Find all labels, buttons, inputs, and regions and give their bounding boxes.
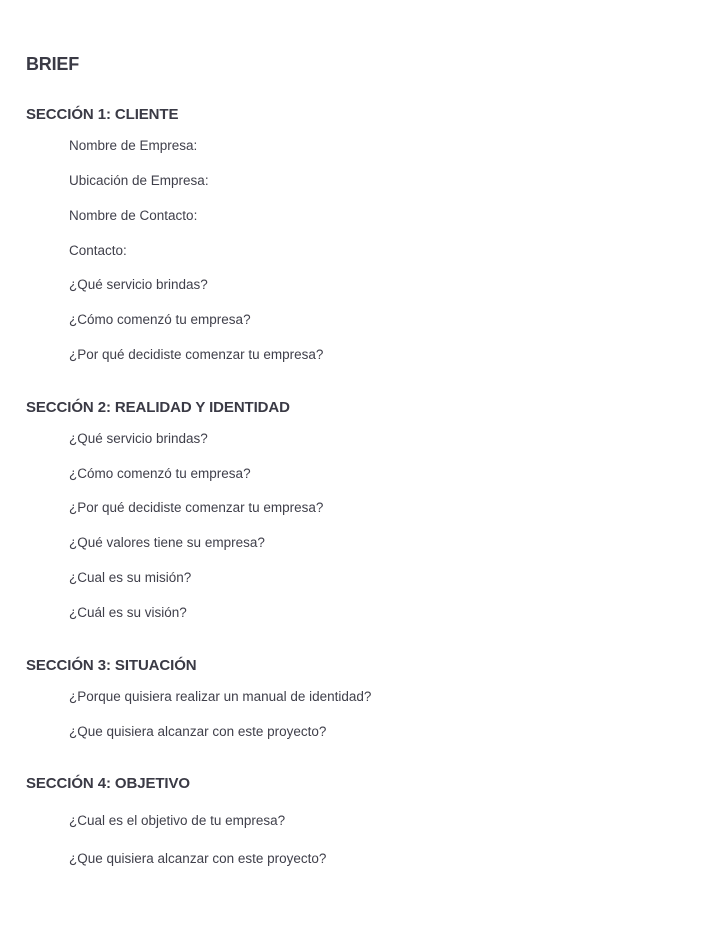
question-item: Nombre de Empresa: bbox=[69, 138, 198, 153]
question-item: ¿Cual es su misión? bbox=[69, 570, 192, 585]
question-item: ¿Que quisiera alcanzar con este proyecto? bbox=[69, 851, 327, 866]
question-item: ¿Qué valores tiene su empresa? bbox=[69, 535, 265, 550]
question-item: Contacto: bbox=[69, 243, 127, 258]
section-heading-objetivo: SECCIÓN 4: OBJETIVO bbox=[26, 775, 190, 792]
question-item: ¿Qué servicio brindas? bbox=[69, 277, 208, 292]
question-item: Ubicación de Empresa: bbox=[69, 173, 209, 188]
question-item: Nombre de Contacto: bbox=[69, 208, 198, 223]
section-heading-realidad-identidad: SECCIÓN 2: REALIDAD Y IDENTIDAD bbox=[26, 399, 290, 416]
question-item: ¿Por qué decidiste comenzar tu empresa? bbox=[69, 500, 324, 515]
section-heading-situacion: SECCIÓN 3: SITUACIÓN bbox=[26, 657, 197, 674]
section-heading-cliente: SECCIÓN 1: CLIENTE bbox=[26, 106, 179, 123]
question-item: ¿Que quisiera alcanzar con este proyecto? bbox=[69, 724, 327, 739]
question-item: ¿Por qué decidiste comenzar tu empresa? bbox=[69, 347, 324, 362]
question-item: ¿Porque quisiera realizar un manual de identidad? bbox=[69, 689, 372, 704]
question-item: ¿Cómo comenzó tu empresa? bbox=[69, 466, 251, 481]
question-item: ¿Cómo comenzó tu empresa? bbox=[69, 312, 251, 327]
question-item: ¿Cual es el objetivo de tu empresa? bbox=[69, 813, 286, 828]
document-title: BRIEF bbox=[26, 54, 80, 74]
question-item: ¿Qué servicio brindas? bbox=[69, 431, 208, 446]
question-item: ¿Cuál es su visión? bbox=[69, 605, 187, 620]
